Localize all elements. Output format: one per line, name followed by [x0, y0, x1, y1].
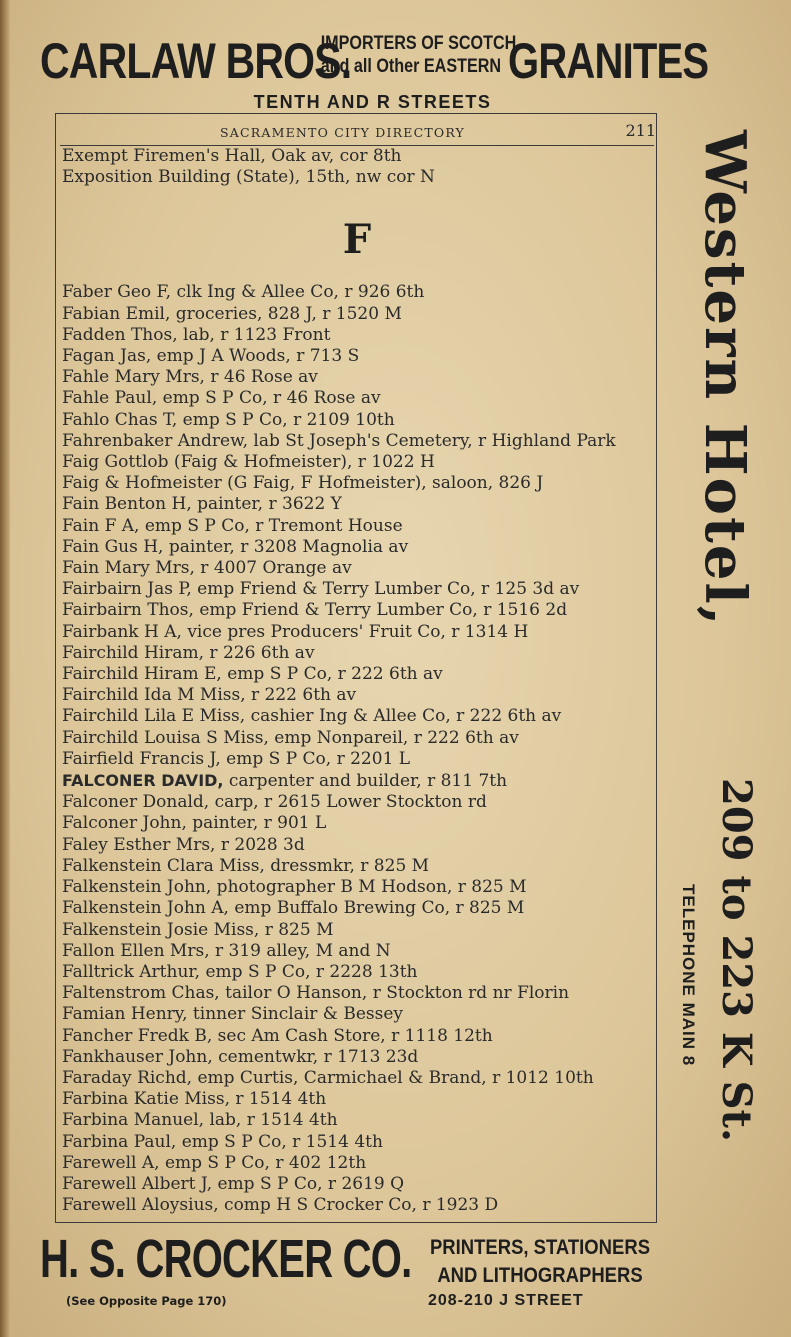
list-item: Falkenstein Clara Miss, dressmkr, r 825 M: [62, 855, 430, 876]
top-ad-tagline-line1: IMPORTERS OF SCOTCH: [320, 33, 517, 54]
list-item: Falconer Donald, carp, r 2615 Lower Stockton rd: [62, 792, 487, 813]
list-item: Faig & Hofmeister (G Faig, F Hofmeister), saloon, 826 J: [62, 473, 544, 494]
list-item: Fallon Ellen Mrs, r 319 alley, M and N: [62, 940, 391, 961]
list-item: Faig Gottlob (Faig & Hofmeister), r 1022 H: [62, 452, 435, 473]
list-item: Falkenstein John A, emp Buffalo Brewing Co, r 825 M: [62, 898, 525, 919]
list-item: Fahlo Chas T, emp S P Co, r 2109 10th: [62, 409, 395, 430]
list-item: Fankhauser John, cementwkr, r 1713 23d: [62, 1046, 419, 1067]
list-item: Fairchild Ida M Miss, r 222 6th av: [62, 685, 357, 706]
list-item: Fagan Jas, emp J A Woods, r 713 S: [62, 346, 360, 367]
bottom-ad-note: (See Opposite Page 170): [66, 1294, 227, 1308]
featured-name: FALCONER DAVID,: [62, 771, 224, 791]
list-item: Falkenstein Josie Miss, r 825 M: [62, 919, 334, 940]
directory-title: SACRAMENTO CITY DIRECTORY: [220, 125, 466, 140]
side-ad-address: 209 to 223 K St.: [713, 778, 760, 1142]
list-item: Fairchild Hiram E, emp S P Co, r 222 6th av: [62, 664, 443, 685]
list-item: Fairchild Louisa S Miss, emp Nonpareil, r 222 6th av: [62, 727, 519, 748]
bottom-ad-services-line2: AND LITHOGRAPHERS: [437, 1264, 643, 1287]
list-item: Fancher Fredk B, sec Am Cash Store, r 1118 12th: [62, 1025, 493, 1046]
side-ad-telephone: TELEPHONE MAIN 8: [679, 884, 698, 1067]
bottom-ad-services-line1: PRINTERS, STATIONERS: [429, 1236, 651, 1259]
bottom-ad-services: [417, 1234, 663, 1290]
list-item: Fahle Paul, emp S P Co, r 46 Rose av: [62, 388, 381, 409]
list-item: Falltrick Arthur, emp S P Co, r 2228 13th: [62, 961, 418, 982]
list-item: Fadden Thos, lab, r 1123 Front: [62, 324, 331, 345]
list-item: Fairbank H A, vice pres Producers' Fruit Co, r 1314 H: [62, 621, 529, 642]
running-header: [66, 121, 656, 143]
list-item: Fahrenbaker Andrew, lab St Joseph's Cemetery, r Highland Park: [62, 430, 616, 451]
list-item: Farbina Paul, emp S P Co, r 1514 4th: [62, 1131, 383, 1152]
top-advertisement: [40, 24, 709, 94]
list-item: Famian Henry, tinner Sinclair & Bessey: [62, 1004, 403, 1025]
top-ad-product: GRANITES: [508, 33, 709, 89]
bottom-ad-company: H. S. CROCKER CO.: [40, 1229, 412, 1289]
bottom-advertisement: [40, 1228, 690, 1328]
bottom-ad-street: 208-210 J STREET: [428, 1292, 584, 1309]
featured-details: carpenter and builder, r 811 7th: [223, 771, 508, 792]
list-item: Fahle Mary Mrs, r 46 Rose av: [62, 367, 318, 388]
list-item: Fain Gus H, painter, r 3208 Magnolia av: [62, 536, 409, 557]
list-item: Faber Geo F, clk Ing & Allee Co, r 926 6th: [62, 282, 425, 303]
list-item: Farewell Aloysius, comp H S Crocker Co, r 1923 D: [62, 1195, 499, 1216]
top-ad-street: TENTH AND R STREETS: [253, 92, 492, 112]
list-item: Fairfield Francis J, emp S P Co, r 2201 L: [62, 748, 411, 769]
list-item: Fairbairn Jas P, emp Friend & Terry Lumber Co, r 125 3d av: [62, 579, 580, 600]
list-item: Fairbairn Thos, emp Friend & Terry Lumber Co, r 1516 2d: [62, 600, 568, 621]
side-advertisement: [670, 128, 770, 1238]
list-item: Fabian Emil, groceries, 828 J, r 1520 M: [62, 303, 402, 324]
top-ad-tagline: [320, 32, 517, 78]
top-ad-company: CARLAW BROS.: [40, 33, 352, 89]
list-item: Fain F A, emp S P Co, r Tremont House: [62, 515, 403, 536]
top-ad-tagline-line2: and all Other EASTERN: [320, 56, 502, 77]
list-item: Fairchild Hiram, r 226 6th av: [62, 642, 315, 663]
list-item: Falconer John, painter, r 901 L: [62, 813, 327, 834]
list-item: Fairchild Lila E Miss, cashier Ing & Allee Co, r 222 6th av: [62, 706, 562, 727]
directory-listing: [62, 146, 654, 1216]
list-item: Farewell Albert J, emp S P Co, r 2619 Q: [62, 1173, 405, 1194]
list-item: Faraday Richd, emp Curtis, Carmichael & Brand, r 1012 10th: [62, 1067, 594, 1088]
section-letter-text: F: [342, 216, 372, 264]
list-item: Faltenstrom Chas, tailor O Hanson, r Stockton rd nr Florin: [62, 983, 570, 1004]
side-ad-hotel-name: Western Hotel,: [692, 130, 758, 628]
list-item: Farewell A, emp S P Co, r 402 12th: [62, 1152, 367, 1173]
page-number: 211: [625, 121, 656, 140]
page-binding-edge: [0, 0, 10, 1337]
list-item: Falkenstein John, photographer B M Hodson, r 825 M: [62, 877, 527, 898]
list-item: Faley Esther Mrs, r 2028 3d: [62, 834, 305, 855]
list-item: Exempt Firemen's Hall, Oak av, cor 8th: [62, 146, 402, 166]
list-item-featured: [62, 770, 654, 792]
section-letter: [62, 188, 654, 282]
list-item: Farbina Katie Miss, r 1514 4th: [62, 1089, 327, 1110]
list-item: Farbina Manuel, lab, r 1514 4th: [62, 1110, 338, 1131]
list-item: Exposition Building (State), 15th, nw cor N: [62, 167, 435, 188]
list-item: Fain Benton H, painter, r 3622 Y: [62, 494, 342, 515]
list-item: Fain Mary Mrs, r 4007 Orange av: [62, 558, 352, 579]
